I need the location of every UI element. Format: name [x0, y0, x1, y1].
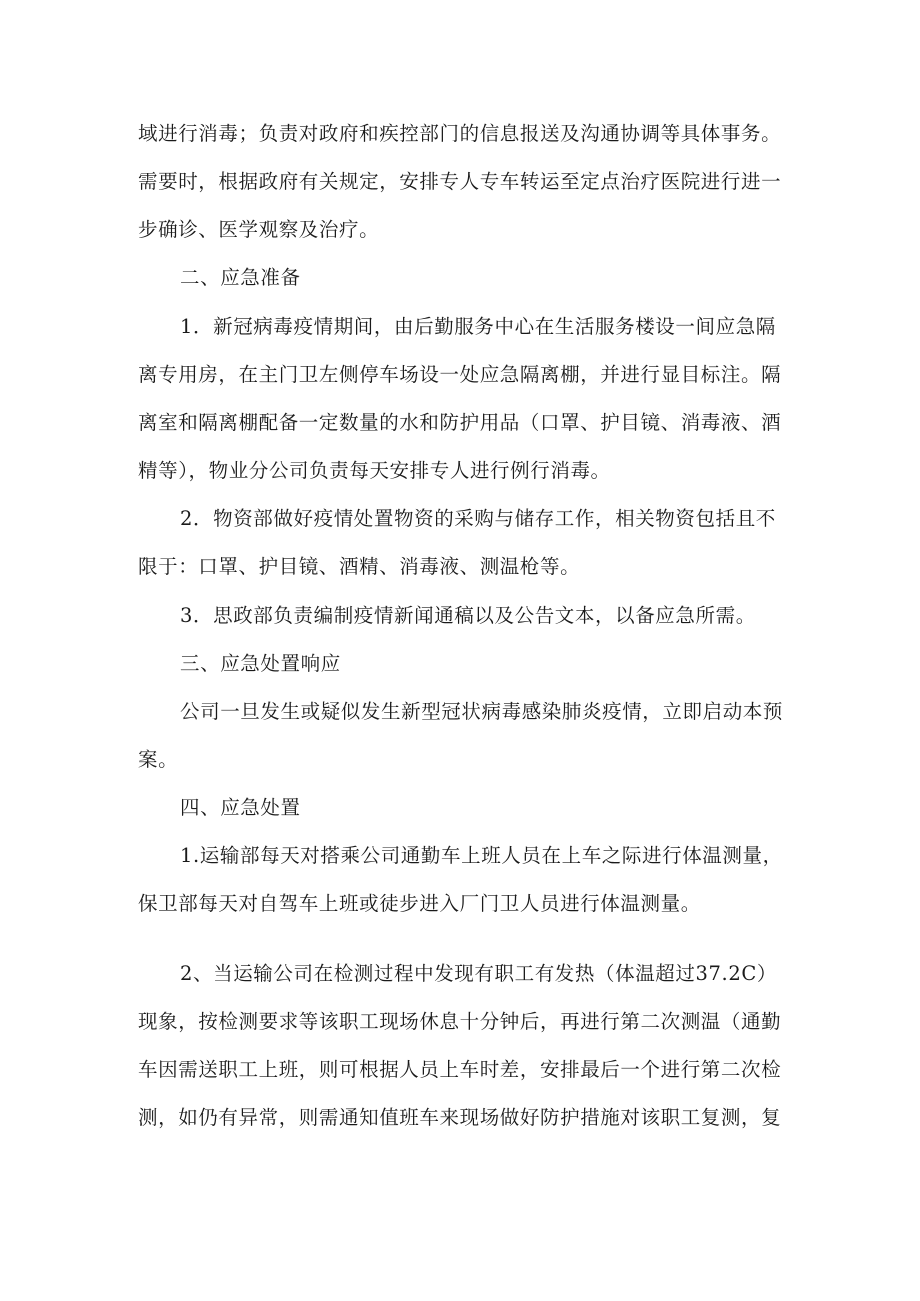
paragraph-line: 案。 [138, 748, 179, 771]
paragraph-line: 现象，按检测要求等该职工现场休息十分钟后，再进行第二次测温（通勤 [138, 1010, 782, 1033]
paragraph-line: 离室和隔离棚配备一定数量的水和防护用品（口罩、护目镜、消毒液、酒 [138, 411, 782, 434]
paragraph-line: 车因需送职工上班，则可根据人员上车时差，安排最后一个进行第二次检 [138, 1058, 782, 1081]
paragraph-line: 需要时，根据政府有关规定，安排专人专车转运至定点治疗医院进行进一 [138, 170, 782, 193]
paragraph-line: 精等），物业分公司负责每天安排专人进行例行消毒。 [138, 459, 611, 482]
paragraph-line: 保卫部每天对自驾车上班或徒步进入厂门卫人员进行体温测量。 [138, 892, 701, 915]
paragraph-line: 域进行消毒；负责对政府和疾控部门的信息报送及沟通协调等具体事务。 [138, 122, 782, 145]
section-heading: 四、应急处置 [180, 796, 301, 819]
paragraph-line: 测，如仍有异常，则需通知值班车来现场做好防护措施对该职工复测，复 [138, 1106, 782, 1129]
paragraph-line: 公司一旦发生或疑似发生新型冠状病毒感染肺炎疫情，立即启动本预 [180, 700, 784, 723]
paragraph-line: 限于：口罩、护目镜、酒精、消毒液、测温枪等。 [138, 555, 581, 578]
paragraph-line: 离专用房，在主门卫左侧停车场设一处应急隔离棚，并进行显目标注。隔 [138, 363, 782, 386]
section-heading: 三、应急处置响应 [180, 652, 341, 675]
paragraph-line: 1.运输部每天对搭乘公司通勤车上班人员在上车之际进行体温测量， [180, 844, 783, 867]
paragraph-line: 3．思政部负责编制疫情新闻通稿以及公告文本，以备应急所需。 [180, 604, 756, 627]
paragraph-line: 2、当运输公司在检测过程中发现有职工有发热（体温超过37.2C） [180, 962, 777, 985]
section-heading: 二、应急准备 [180, 266, 301, 289]
paragraph-line: 1．新冠病毒疫情期间，由后勤服务中心在生活服务楼设一间应急隔 [180, 315, 776, 338]
paragraph-line: 步确诊、医学观察及治疗。 [138, 218, 380, 241]
paragraph-line: 2．物资部做好疫情处置物资的采购与储存工作，相关物资包括且不 [180, 507, 776, 530]
